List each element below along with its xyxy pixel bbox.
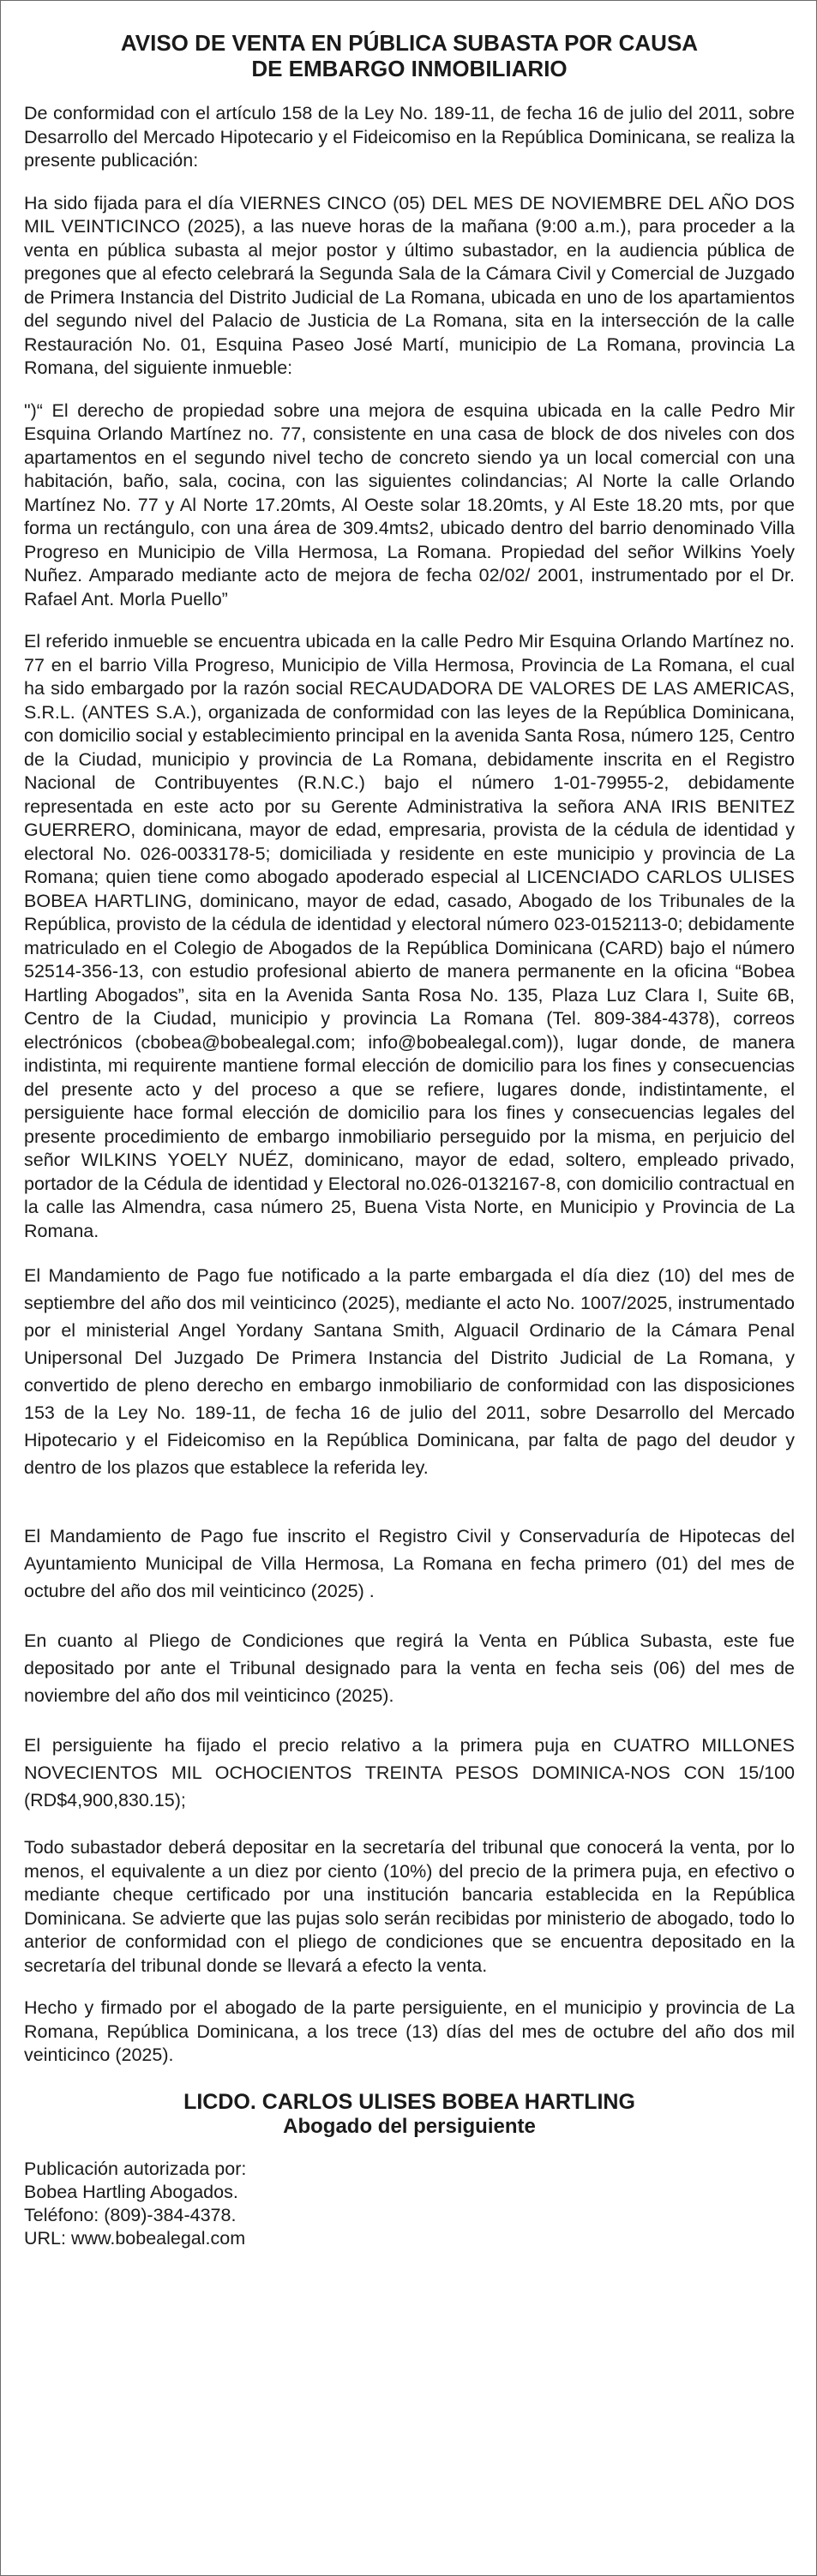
notice-content: [24, 30, 795, 2250]
signature-block: [24, 2090, 795, 2139]
footer-url: URL: www.bobealegal.com: [24, 2227, 246, 2249]
payment-order-notification-paragraph: El Mandamiento de Pago fue notificado a la parte embargada el día diez (10) del mes de septiembre del año dos mil veinticinco (2025), mediante el acto No. 1007/2025, instrumentado por el ministerial Angel Yordany Santana Smith, Alguacil Ordinario de la Cámara Penal Unipersonal Del Juzgado De Primera Instancia del Distrito Judicial de La Romana, y convertido de pleno derecho en embargo inmobiliario de conformidad con las disposiciones 153 de la Ley No. 189-11, de fecha 16 de julio del 2011, sobre Desarrollo del Mercado Hipotecario y el Fideicomiso en la República Dominicana, par falta de pago del deudor y dentro de los plazos que establece la referida ley.: [24, 1265, 795, 1478]
publication-footer: [24, 2158, 795, 2250]
first-bid-price-paragraph: El persiguiente ha fijado el precio relativo a la primera puja en CUATRO MILLONES NOVECIENTOS MIL OCHOCIENTOS TREINTA PESOS DOMINICA-NOS CON 15/100 (RD$4,900,830.15);: [24, 1735, 795, 1810]
footer-authorized-by: Publicación autorizada por:: [24, 2158, 247, 2179]
seizure-parties-paragraph: El referido inmueble se encuentra ubicada en la calle Pedro Mir Esquina Orlando Martínez no. 77 en el barrio Villa Progreso, Municipio de Villa Hermosa, Provincia de La Romana, el cual ha sido embargado por la razón social RECAUDADORA DE VALORES DE LAS AMERICAS, S.R.L. (ANTES S.A.), organizada de conformidad con las leyes de la República Dominicana, con domicilio social y establecimiento principal en la avenida Santa Rosa, número 125, Centro de la Ciudad, municipio y provincia de La Romana, debidamente inscrita en el Registro Nacional de Contribuyentes (R.N.C.) bajo el número 1-01-79955-2, debidamente representada en este acto por su Gerente Administrativa la señora ANA IRIS BENITEZ GUERRERO, dominicana, mayor de edad, empresaria, provista de la cédula de identidad y electoral No. 026-0033178-5; domiciliada y residente en este municipio y provincia de La Romana; quien tiene como abogado apoderado especial al LICENCIADO CARLOS ULISES BOBEA HARTLING, dominicano, mayor de edad, casado, Abogado de los Tribunales de la República, provisto de la cédula de identidad y electoral número 023-0152113-0; debidamente matriculado en el Colegio de Abogados de la República Dominicana (CARD) bajo el número 52514-356-13, con estudio profesional abierto de manera permanente en la oficina “Bobea Hartling Abogados”, sita en la Avenida Santa Rosa No. 135, Plaza Luz Clara I, Suite 6B, Centro de la Ciudad, municipio y provincia La Romana (Tel. 809-384-4378), correos electrónicos (cbobea@bobealegal.com; info@bobealegal.com)), lugar donde, de manera indistinta, mi requirente mantiene formal elección de domicilio para los fines y consecuencias del presente acto y del proceso a que se refiere, lugares donde, indistintamente, el persiguiente hace formal elección de domicilio para los fines y consecuencias legales del presente procedimiento de embargo inmobiliario perseguido por la misma, en perjuicio del señor WILKINS YOELY NUÉZ, dominicano, mayor de edad, soltero, empleado privado, portador de la Cédula de identidad y Electoral no.026-0132167-8, con domicilio contractual en la calle las Almendra, casa número 25, Buena Vista Norte, en Municipio y Provincia de La Romana.: [24, 631, 795, 1241]
attorney-name: LICDO. CARLOS ULISES BOBEA HARTLING: [183, 2089, 635, 2114]
attorney-role: Abogado del persiguiente: [283, 2114, 536, 2138]
notice-title: AVISO DE VENTA EN PÚBLICA SUBASTA POR CAUSA DE EMBARGO INMOBILIARIO: [120, 30, 699, 81]
bidder-deposit-paragraph: Todo subastador deberá depositar en la secretaría del tribunal que conocerá la venta, por lo menos, el equivalente a un diez por ciento (10%) del precio de la primera puja, en efectivo o mediante cheque certificado por una institución bancaria establecida en la República Dominicana. Se advierte que las pujas solo serán recibidas por ministerio de abogado, todo lo anterior de conformidad con el pliego de condiciones que se encuentra depositado en la secretaría del tribunal donde se llevará a efecto la venta.: [24, 1837, 795, 1976]
footer-phone: Teléfono: (809)-384-4378.: [24, 2204, 237, 2225]
auction-date-paragraph: Ha sido fijada para el día VIERNES CINCO (05) DEL MES DE NOVIEMBRE DEL AÑO DOS MIL VEINTICINCO (2025), a las nueve horas de la mañana (9:00 a.m.), para proceder a la venta en pública subasta al mejor postor y último subastador, en la audiencia pública de pregones que al efecto celebrará la Segunda Sala de la Cámara Civil y Comercial de Juzgado de Primera Instancia del Distrito Judicial de La Romana, ubicada en uno de los apartamientos del segundo nivel del Palacio de Justicia de La Romana, sita en la intersección de la calle Restauración No. 01, Esquina Paseo José Martí, municipio de La Romana, provincia La Romana, del siguiente inmueble:: [24, 192, 795, 378]
payment-order-registration-paragraph: El Mandamiento de Pago fue inscrito el Registro Civil y Conservaduría de Hipotecas del Ayuntamiento Municipal de Villa Hermosa, La Romana en fecha primero (01) del mes de octubre del año dos mil veinticinco (2025) .: [24, 1526, 795, 1601]
conditions-deposit-paragraph: En cuanto al Pliego de Condiciones que regirá la Venta en Pública Subasta, este fue depositado por ante el Tribunal designado para la venta en fecha seis (06) del mes de noviembre del año dos mil veinticinco (2025).: [24, 1630, 795, 1706]
legal-basis-paragraph: De conformidad con el artículo 158 de la Ley No. 189-11, de fecha 16 de julio del 2011, sobre Desarrollo del Mercado Hipotecario y el Fideicomiso en la República Dominicana, se realiza la presente publicación:: [24, 103, 795, 171]
property-description-paragraph: ")“ El derecho de propiedad sobre una mejora de esquina ubicada en la calle Pedro Mir Esquina Orlando Martínez no. 77, consistente en una casa de block de dos niveles con dos apartamentos en el segundo nivel techo de concreto siendo ya un local comercial con una habitación, baño, sala, cocina, con las siguientes colindancias; Al Norte la calle Orlando Martínez No. 77 y Al Norte 17.20mts, Al Oeste solar 18.20mts, y Al Este 18.20 mts, por que forma un rectángulo, con una área de 309.4mts2, ubicado dentro del barrio denominado Villa Progreso en Municipio de Villa Hermosa, La Romana. Propiedad del señor Wilkins Yoely Nuñez. Amparado mediante acto de mejora de fecha 02/02/ 2001, instrumentado por el Dr. Rafael Ant. Morla Puello”: [24, 399, 795, 609]
footer-firm-name: Bobea Hartling Abogados.: [24, 2181, 238, 2202]
signing-paragraph: Hecho y firmado por el abogado de la parte persiguiente, en el municipio y provincia de La Romana, República Dominicana, a los trece (13) días del mes de octubre del año dos mil veinticinco (2025).: [24, 1997, 795, 2065]
